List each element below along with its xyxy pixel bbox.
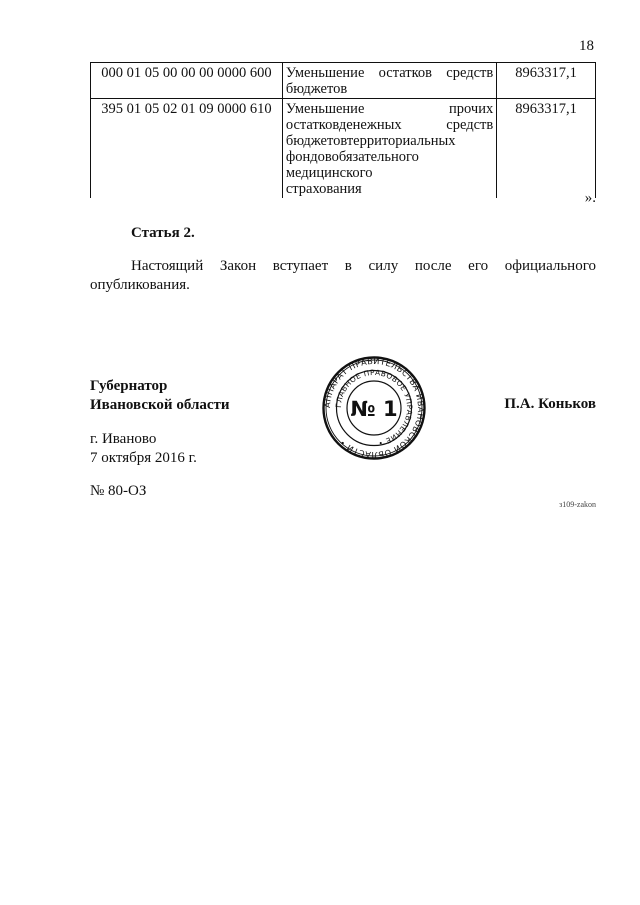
description-line: обязательного медицинского xyxy=(285,149,419,181)
budget-table xyxy=(90,62,596,198)
description-cell xyxy=(282,99,496,199)
description-line: территориальных фондов xyxy=(285,133,456,165)
signing-date: 7 октября 2016 г. xyxy=(90,450,197,466)
amount-cell: 8963317,1 xyxy=(497,63,596,99)
official-seal-icon xyxy=(322,356,426,460)
page-number: 18 xyxy=(579,38,594,54)
description-cell xyxy=(282,63,496,99)
seal-number: № 1 xyxy=(350,397,398,421)
closing-quote: ». xyxy=(584,190,596,206)
table-row xyxy=(91,63,596,99)
amount-cell: 8963317,1 xyxy=(497,99,596,199)
place-date xyxy=(90,430,197,468)
description-line: страхования xyxy=(285,181,362,197)
description-line: денежных средств бюджетов xyxy=(285,117,494,149)
article-text-line: опубликования. xyxy=(90,277,190,293)
seal-outer-text: АППАРАТ ПРАВИТЕЛЬСТВА ИВАНОВСКОЙ ОБЛАСТИ • xyxy=(322,356,426,460)
signatory-title-line: Ивановской области xyxy=(90,397,230,413)
city: г. Иваново xyxy=(90,431,157,447)
budget-code-cell: 000 01 05 00 00 00 0000 600 xyxy=(91,63,283,99)
seal-inner-text: ГЛАВНОЕ ПРАВОВОЕ УПРАВЛЕНИЕ • xyxy=(333,367,415,448)
article-heading: Статья 2. xyxy=(131,225,195,241)
signatory-title-line: Губернатор xyxy=(90,378,168,394)
description-line: бюджетов xyxy=(285,81,348,97)
article-paragraph xyxy=(90,257,596,295)
signatory-name: П.А. Коньков xyxy=(504,396,596,412)
description-line: Уменьшение прочих остатков xyxy=(285,101,494,133)
file-reference: з109-zakon xyxy=(559,500,596,509)
signatory-title xyxy=(90,377,230,415)
law-number: № 80-ОЗ xyxy=(90,483,147,499)
article-text-line: Настоящий Закон вступает в силу после его официального xyxy=(131,258,596,274)
table-row xyxy=(91,99,596,199)
budget-code-cell: 395 01 05 02 01 09 0000 610 xyxy=(91,99,283,199)
description-line: Уменьшение остатков средств xyxy=(285,65,494,81)
